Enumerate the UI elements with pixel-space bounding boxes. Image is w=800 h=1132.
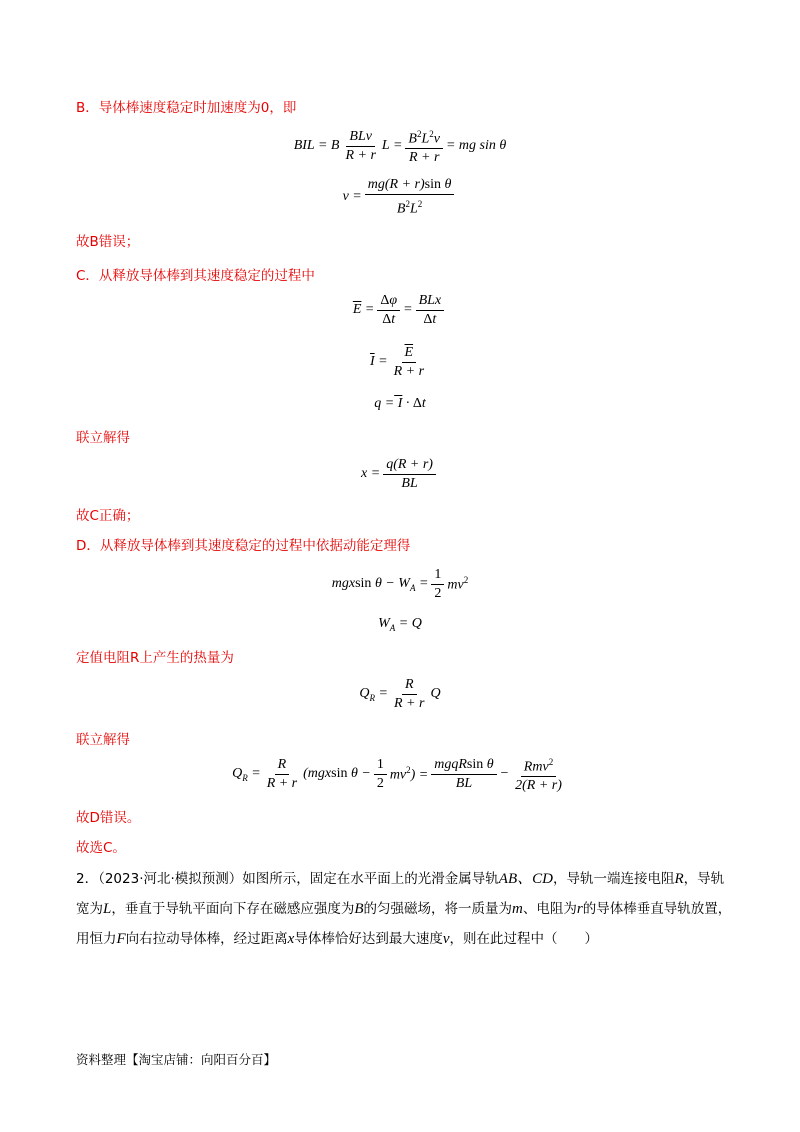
- equation-velocity: v = $\frac{\text{mg(R + r)sin θ}}{B^2L^2}$: [0, 175, 800, 219]
- option-b-result: 故B错误；: [76, 234, 140, 250]
- question-text: 的匀强磁场，将一质量为: [363, 901, 513, 917]
- question-text: ，则在此过程中（ ）: [449, 931, 599, 947]
- equation-force-balance: BIL = B $\frac{\text{BLv}}{R + r}$ L = $\frac{B^2L^2v}{R + r}$ = mg sin θ: [0, 124, 800, 168]
- footer-source: 资料整理【淘宝店铺：向阳百分百】: [76, 1052, 277, 1067]
- var-x: x: [287, 931, 295, 947]
- question-text: ，垂直于导轨平面向下存在磁感应强度为: [111, 901, 355, 917]
- question-text: 向右拉动导体棒，经过距离: [125, 931, 288, 947]
- option-b-heading: B．导体棒速度稳定时加速度为0，即: [76, 100, 297, 116]
- question-text: ，导轨一端连接电阻: [552, 871, 675, 887]
- question-text: 如图所示，固定在水平面上的光滑金属导轨: [242, 871, 499, 887]
- option-d-solve-label: 联立解得: [76, 732, 130, 748]
- final-answer: 故选C。: [76, 840, 126, 856]
- option-c-heading: C．从释放导体棒到其速度稳定的过程中: [76, 268, 315, 284]
- question-text: ，导轨宽为: [76, 871, 725, 917]
- var-F: F: [116, 931, 126, 947]
- equation-average-emf: $\overline{E}$ = $\frac{\Delta\varphi}{\Delta t}$ = $\frac{\text{BLx}}{\Delta t}$: [0, 288, 800, 332]
- option-d-heat-label: 定值电阻R上产生的热量为: [76, 650, 234, 666]
- var-B: B: [354, 901, 364, 917]
- equation-charge: q = I · Δt: [374, 396, 426, 411]
- option-c-solve-label: 联立解得: [76, 430, 130, 446]
- var-m: m: [512, 901, 523, 917]
- equation-kinetic-energy-theorem: mgxsin $\theta - W_A$ = $\frac{1}{2}$ $mv^2$: [331, 566, 469, 601]
- equation-work-heat: $W_A = Q$: [378, 615, 422, 633]
- question-text: 导体棒恰好达到最大速度: [294, 931, 443, 947]
- equation-resistor-heat-result: $Q_R$ = $\frac{R}{R + r}$ (mgxsin θ − $\frac{1}{2}$ $mv^2$) = $\frac{\text{mgqRsin θ}}{BL}$ − $\frac{Rmv^2}{2(R + r)}$: [0, 752, 800, 796]
- rail-labels: AB、CD: [498, 871, 553, 887]
- var-v: v: [442, 931, 450, 947]
- var-r: r: [576, 901, 583, 917]
- question-source: （2023·河北·模拟预测）: [98, 871, 243, 887]
- var-R: R: [674, 871, 684, 887]
- var-L: L: [103, 901, 112, 917]
- equation-resistor-heat: $Q_R$ = $\frac{R}{R + r}$ Q: [359, 676, 441, 711]
- option-c-result: 故C正确；: [76, 508, 140, 524]
- equation-distance: x = $\frac{q(R + r)}{BL}$: [0, 452, 800, 496]
- question-text: 的导体棒垂直导轨放置，用恒力: [76, 901, 732, 947]
- option-d-result: 故D错误。: [76, 810, 141, 826]
- equation-average-current: $\overline{I}$ = $\frac{\overline{E}}{R + r}$: [369, 344, 425, 379]
- question-text: 、电阻为: [522, 901, 577, 917]
- question-number: 2．: [76, 871, 99, 887]
- question-2: [76, 864, 736, 954]
- option-d-heading: D．从释放导体棒到其速度稳定的过程中依据动能定理得: [76, 538, 411, 554]
